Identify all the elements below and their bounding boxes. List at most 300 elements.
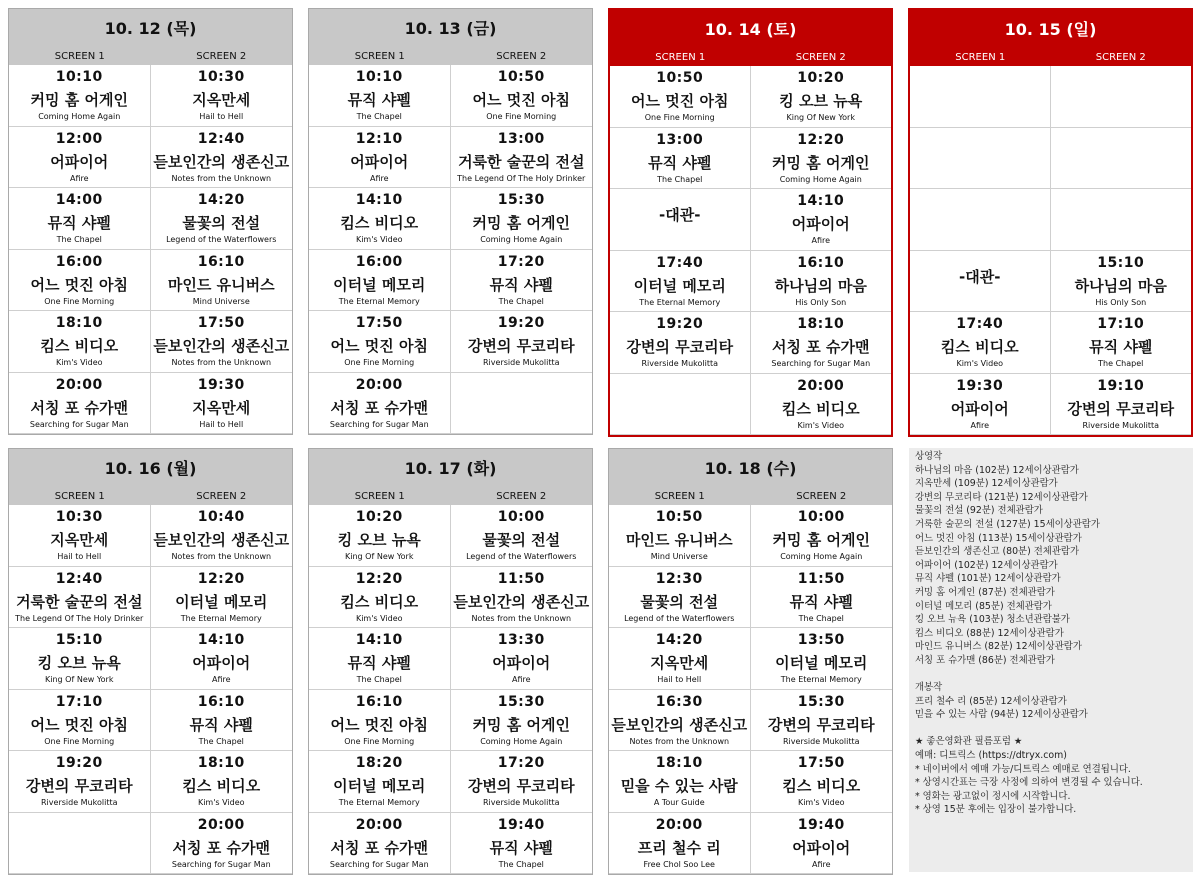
screen-label: SCREEN 1 xyxy=(54,51,105,62)
showtime-time: 16:10 xyxy=(197,693,245,710)
showtime-slot[interactable] xyxy=(609,813,751,875)
movie-title-ko: 킴스 비디오 xyxy=(782,777,861,795)
showtime-slot[interactable] xyxy=(1051,374,1192,436)
showtime-slot[interactable] xyxy=(451,127,593,189)
showtime-slot[interactable] xyxy=(151,751,293,813)
screen-label: SCREEN 1 xyxy=(655,52,706,63)
movie-title-ko: 뮤직 샤펠 xyxy=(1089,338,1153,356)
showtime-slot[interactable] xyxy=(751,66,892,128)
movie-title-en: The Chapel xyxy=(798,613,844,623)
showtime-grid xyxy=(9,505,292,874)
movie-title-ko: 킹 오브 뉴욕 xyxy=(779,92,863,110)
showtime-time: 14:10 xyxy=(197,632,245,648)
showtime-time: 19:20 xyxy=(55,755,103,771)
movie-title-ko: 믿을 수 있는 사람 xyxy=(620,777,738,795)
showtime-slot[interactable] xyxy=(751,312,892,374)
showtime-time: 19:20 xyxy=(497,315,545,331)
day-schedule xyxy=(908,8,1193,437)
movie-title-en: Riverside Mukolitta xyxy=(641,359,718,368)
showtime-time: 10:20 xyxy=(797,70,845,86)
day-date-header: 10. 12 (목) xyxy=(9,9,292,49)
movie-title-ko: 물꽃의 전설 xyxy=(182,214,261,232)
showtime-time: 20:00 xyxy=(55,376,103,393)
showtime-slot xyxy=(910,66,1051,128)
movie-title-en: His Only Son xyxy=(1095,297,1147,307)
showtime-time: 17:40 xyxy=(956,316,1004,332)
movie-title-en: Notes from the Unknown xyxy=(171,358,272,367)
movie-title-en: Coming Home Again xyxy=(480,235,563,244)
movie-title-ko: 뮤직 샤펠 xyxy=(347,91,411,109)
movie-title-ko: 뮤직 샤펠 xyxy=(489,838,553,857)
movie-title-ko: 강변의 무코리타 xyxy=(1067,399,1175,418)
showtime-slot[interactable] xyxy=(9,65,151,127)
showtime-time: 17:20 xyxy=(497,253,545,270)
showtime-slot[interactable] xyxy=(610,251,751,313)
movie-title-ko: 강변의 무코리타 xyxy=(467,777,575,795)
showtime-slot[interactable] xyxy=(9,505,151,567)
movie-title-ko: 뮤직 샤펠 xyxy=(189,715,253,734)
screen-label: SCREEN 2 xyxy=(795,52,846,63)
screen-label: SCREEN 2 xyxy=(196,491,247,502)
movie-title-ko: 듣보인간의 생존신고 xyxy=(153,531,290,549)
showtime-time: 20:00 xyxy=(797,377,845,394)
showtime-time: 20:00 xyxy=(355,376,403,393)
screen-label: SCREEN 1 xyxy=(354,491,405,502)
movie-title-en: Searching for Sugar Man xyxy=(171,859,271,869)
movie-title-en: The Legend Of The Holy Drinker xyxy=(15,613,144,623)
showtime-slot[interactable] xyxy=(451,813,593,875)
movie-title-en: Hail to Hell xyxy=(199,112,244,121)
showtime-time: 13:30 xyxy=(497,632,545,648)
showtime-time: 15:30 xyxy=(497,693,545,710)
screen-header-row xyxy=(910,50,1191,66)
movie-title-ko: 어파이어 xyxy=(350,152,409,171)
info-line: 커밍 홈 어게인 (87분) 전체관람가 xyxy=(915,586,1055,598)
showtime-time: 10:10 xyxy=(55,69,103,85)
showtime-slot[interactable] xyxy=(609,690,751,752)
showtime-slot[interactable] xyxy=(751,690,893,752)
movie-title-ko: 지옥만세 xyxy=(192,91,251,109)
movie-title-en: King Of New York xyxy=(786,113,855,122)
showtime-slot xyxy=(1051,66,1192,128)
movie-title-ko: 커밍 홈 어게인 xyxy=(772,531,870,549)
showtime-time: 11:50 xyxy=(497,570,545,587)
showtime-slot[interactable] xyxy=(751,751,893,813)
showtime-slot[interactable] xyxy=(610,128,751,190)
showtime-slot[interactable] xyxy=(609,567,751,629)
info-line: 믿을 수 있는 사람 (94분) 12세이상관람가 xyxy=(915,709,1088,721)
movie-title-ko: 물꽃의 전설 xyxy=(482,531,561,549)
movie-title-ko: 어느 멋진 아침 xyxy=(472,91,570,109)
showtime-slot[interactable] xyxy=(9,311,151,373)
showtime-time: 10:00 xyxy=(797,509,845,525)
showtime-slot[interactable] xyxy=(151,127,293,189)
movie-title-en: Kim's Video xyxy=(797,798,845,807)
info-line: * 영화는 광고없이 정시에 시작합니다. xyxy=(915,790,1071,802)
movie-title-ko: 지옥만세 xyxy=(192,398,251,417)
movie-title-ko: 킴스 비디오 xyxy=(340,592,419,611)
movie-title-ko: 어느 멋진 아침 xyxy=(330,337,428,355)
info-spacer xyxy=(915,722,1187,736)
showtime-slot[interactable] xyxy=(910,374,1051,436)
movie-title-en: Riverside Mukolitta xyxy=(783,736,860,746)
movie-title-ko: 물꽃의 전설 xyxy=(640,592,719,611)
showtime-time: 14:10 xyxy=(355,632,403,648)
movie-title-ko: 커밍 홈 어게인 xyxy=(472,715,570,734)
showtime-slot[interactable] xyxy=(751,505,893,567)
movie-title-ko: 강변의 무코리타 xyxy=(767,715,875,734)
movie-title-ko: 킴스 비디오 xyxy=(40,337,119,355)
movie-title-en: Afire xyxy=(970,420,990,430)
showtime-slot[interactable] xyxy=(151,250,293,312)
showtime-time: 19:30 xyxy=(197,376,245,393)
movie-title-en: Legend of the Waterflowers xyxy=(466,552,577,561)
showtime-slot[interactable] xyxy=(451,311,593,373)
showtime-time: 14:20 xyxy=(197,192,245,208)
showtime-slot[interactable] xyxy=(1051,251,1192,313)
movie-title-en: The Chapel xyxy=(356,112,402,121)
day-date-header: 10. 13 (금) xyxy=(309,9,592,49)
showtime-time: 18:10 xyxy=(197,755,245,771)
showtime-grid xyxy=(309,65,592,434)
showtime-time: 16:10 xyxy=(355,693,403,710)
showtime-slot[interactable] xyxy=(309,311,451,373)
movie-title-ko: 킴스 비디오 xyxy=(182,777,261,795)
movie-title-ko: 어느 멋진 아침 xyxy=(330,715,428,734)
info-line: 서칭 포 슈가맨 (86분) 전체관람가 xyxy=(915,654,1055,666)
info-line: 예매: 디트릭스 (https://dtryx.com) xyxy=(915,750,1067,762)
showtime-slot[interactable] xyxy=(9,250,151,312)
showtime-slot[interactable] xyxy=(9,567,151,629)
showtime-slot[interactable] xyxy=(309,813,451,875)
info-panel xyxy=(909,448,1193,872)
showtime-time: 16:10 xyxy=(797,254,845,271)
screen-header-row xyxy=(309,489,592,505)
showtime-time: 17:40 xyxy=(656,254,704,271)
showtime-slot[interactable] xyxy=(751,813,893,875)
movie-title-ko: 어느 멋진 아침 xyxy=(30,715,128,734)
movie-title-en: Kim's Video xyxy=(956,359,1004,368)
showtime-slot[interactable] xyxy=(151,65,293,127)
movie-title-en: Kim's Video xyxy=(355,235,403,244)
showtime-slot[interactable] xyxy=(151,311,293,373)
showtime-time: 14:10 xyxy=(797,193,845,209)
movie-title-ko: 킹 오브 뉴욕 xyxy=(337,531,421,549)
showtime-slot[interactable] xyxy=(9,690,151,752)
rental-closed-label: -대관- xyxy=(959,267,1001,286)
showtime-time: 10:50 xyxy=(656,70,704,86)
showtime-slot[interactable] xyxy=(309,250,451,312)
info-line: 뮤직 샤펠 (101분) 12세이상관람가 xyxy=(915,573,1061,585)
movie-title-en: One Fine Morning xyxy=(344,358,415,367)
movie-title-ko: 서칭 포 슈가맨 xyxy=(30,398,128,417)
movie-title-en: One Fine Morning xyxy=(644,113,715,122)
showtime-slot[interactable] xyxy=(451,567,593,629)
day-date-header: 10. 15 (일) xyxy=(910,10,1191,50)
screen-label: SCREEN 2 xyxy=(1095,52,1146,63)
movie-title-ko: 뮤직 샤펠 xyxy=(648,153,712,172)
showtime-slot[interactable] xyxy=(751,189,892,251)
showtime-slot[interactable] xyxy=(751,128,892,190)
showtime-slot[interactable] xyxy=(151,188,293,250)
showtime-slot xyxy=(910,189,1051,251)
day-schedule xyxy=(308,8,593,435)
movie-title-ko: 프리 철수 리 xyxy=(637,838,721,857)
screen-label: SCREEN 2 xyxy=(496,491,547,502)
movie-title-ko: 킹 오브 뉴욕 xyxy=(37,654,121,672)
movie-title-ko: 뮤직 샤펠 xyxy=(489,275,553,294)
showtime-slot[interactable] xyxy=(309,751,451,813)
movie-title-ko: 킴스 비디오 xyxy=(340,214,419,232)
day-date-header: 10. 16 (월) xyxy=(9,449,292,489)
movie-title-ko: 어느 멋진 아침 xyxy=(631,92,729,110)
showtime-time: 14:10 xyxy=(355,192,403,208)
showtime-slot[interactable] xyxy=(309,505,451,567)
info-line: 어파이어 (102분) 12세이상관람가 xyxy=(915,559,1058,571)
screen-label: SCREEN 2 xyxy=(196,51,247,62)
showtime-time: 19:30 xyxy=(956,377,1004,394)
movie-title-ko: 이터널 메모리 xyxy=(333,777,426,795)
movie-title-en: Notes from the Unknown xyxy=(471,613,572,623)
movie-title-en: Afire xyxy=(69,173,89,183)
movie-title-ko: 거룩한 술꾼의 전설 xyxy=(16,592,143,611)
showtime-slot[interactable] xyxy=(751,374,892,436)
screen-header-row xyxy=(609,489,892,505)
movie-title-ko: 듣보인간의 생존신고 xyxy=(153,337,290,355)
movie-title-ko: 서칭 포 슈가맨 xyxy=(330,398,428,417)
showtime-time: 17:50 xyxy=(355,315,403,331)
movie-title-en: Kim's Video xyxy=(55,358,103,367)
movie-title-ko: 어파이어 xyxy=(950,399,1009,418)
showtime-grid xyxy=(910,66,1191,435)
showtime-slot[interactable] xyxy=(751,567,893,629)
movie-title-ko: 어파이어 xyxy=(492,654,551,672)
movie-title-en: Kim's Video xyxy=(797,420,845,430)
day-schedule xyxy=(8,448,293,875)
showtime-slot xyxy=(610,374,751,436)
info-line: 어느 멋진 아침 (113분) 15세이상관람가 xyxy=(915,532,1082,544)
movie-title-en: Riverside Mukolitta xyxy=(1082,420,1159,430)
showtime-time: 19:40 xyxy=(797,816,845,833)
showtime-slot[interactable] xyxy=(451,751,593,813)
showtime-time: 15:10 xyxy=(55,632,103,648)
movie-title-ko: 뮤직 샤펠 xyxy=(789,592,853,611)
movie-title-en: Notes from the Unknown xyxy=(171,173,272,183)
showtime-slot[interactable] xyxy=(1051,312,1192,374)
showtime-slot[interactable] xyxy=(9,127,151,189)
showtime-grid xyxy=(309,505,592,874)
showtime-slot[interactable] xyxy=(151,628,293,690)
showtime-time: 18:10 xyxy=(797,316,845,332)
showtime-slot[interactable] xyxy=(9,188,151,250)
movie-title-en: Riverside Mukolitta xyxy=(483,358,560,367)
movie-title-ko: 듣보인간의 생존신고 xyxy=(611,715,748,734)
movie-title-en: Notes from the Unknown xyxy=(629,736,730,746)
showtime-slot[interactable] xyxy=(451,505,593,567)
movie-title-ko: 하나님의 마음 xyxy=(1074,276,1167,295)
info-line: 킴스 비디오 (88분) 12세이상관람가 xyxy=(915,627,1064,639)
showtime-time: 13:00 xyxy=(656,131,704,148)
showtime-time: 17:50 xyxy=(797,755,845,771)
movie-title-en: Afire xyxy=(811,859,831,869)
showtime-slot[interactable] xyxy=(451,65,593,127)
screen-header-row xyxy=(309,49,592,65)
showtime-slot[interactable] xyxy=(451,250,593,312)
info-line: 마인드 유니버스 (82분) 12세이상관람가 xyxy=(915,641,1082,653)
movie-title-ko: 이터널 메모리 xyxy=(775,654,868,672)
movie-title-en: Searching for Sugar Man xyxy=(329,859,429,869)
movie-title-ko: 커밍 홈 어게인 xyxy=(472,214,570,232)
movie-title-en: Coming Home Again xyxy=(779,174,862,184)
showtime-time: 17:50 xyxy=(197,315,245,331)
showtime-slot[interactable] xyxy=(451,690,593,752)
movie-title-ko: 강변의 무코리타 xyxy=(626,338,734,356)
movie-title-en: Searching for Sugar Man xyxy=(771,359,871,368)
showtime-grid xyxy=(610,66,891,435)
movie-title-en: The Chapel xyxy=(56,235,102,244)
screen-label: SCREEN 1 xyxy=(955,52,1006,63)
info-line: 킹 오브 뉴욕 (103분) 청소년관람불가 xyxy=(915,614,1070,626)
showtime-slot xyxy=(1051,128,1192,190)
showtime-slot[interactable] xyxy=(151,690,293,752)
showtime-slot[interactable] xyxy=(451,628,593,690)
showtime-slot[interactable] xyxy=(151,505,293,567)
showtime-slot[interactable] xyxy=(910,312,1051,374)
movie-title-en: Searching for Sugar Man xyxy=(29,419,129,429)
showtime-slot[interactable] xyxy=(309,690,451,752)
movie-title-en: His Only Son xyxy=(795,297,847,307)
showtime-time: 12:40 xyxy=(197,130,245,147)
showtime-time: 10:50 xyxy=(655,509,703,525)
showtime-slot[interactable] xyxy=(9,751,151,813)
screen-label: SCREEN 1 xyxy=(354,51,405,62)
showtime-slot[interactable] xyxy=(451,188,593,250)
movie-title-ko: 서칭 포 슈가맨 xyxy=(172,838,270,857)
showtime-time: 10:40 xyxy=(197,509,245,525)
movie-title-ko: 어느 멋진 아침 xyxy=(30,275,128,294)
day-schedule xyxy=(308,448,593,875)
movie-title-ko: 커밍 홈 어게인 xyxy=(772,153,870,172)
showtime-slot[interactable] xyxy=(151,373,293,435)
movie-title-en: The Eternal Memory xyxy=(780,675,862,684)
movie-title-en: One Fine Morning xyxy=(44,736,115,746)
screen-header-row xyxy=(9,489,292,505)
showtime-grid xyxy=(609,505,892,874)
info-line: 지옥만세 (109분) 12세이상관람가 xyxy=(915,478,1058,490)
showtime-time: 18:10 xyxy=(655,755,703,771)
showtime-slot[interactable] xyxy=(9,628,151,690)
movie-title-en: King Of New York xyxy=(45,675,114,684)
movie-title-en: Afire xyxy=(211,675,231,684)
day-date-header: 10. 14 (토) xyxy=(610,10,891,50)
showtime-slot[interactable] xyxy=(309,373,451,435)
showtime-time: 12:20 xyxy=(355,570,403,587)
movie-title-en: Afire xyxy=(369,173,389,183)
showtime-slot xyxy=(910,128,1051,190)
showtime-time: 10:00 xyxy=(497,509,545,525)
movie-title-ko: 이터널 메모리 xyxy=(333,275,426,294)
showtime-slot[interactable] xyxy=(751,628,893,690)
showtime-slot[interactable] xyxy=(309,628,451,690)
day-date-header: 10. 17 (화) xyxy=(309,449,592,489)
movie-title-en: Mind Universe xyxy=(192,296,250,306)
showtime-time: 12:40 xyxy=(55,570,103,587)
movie-title-ko: 어파이어 xyxy=(792,838,851,857)
showtime-slot[interactable] xyxy=(151,567,293,629)
movie-title-ko: 마인드 유니버스 xyxy=(625,531,733,549)
movie-title-en: Afire xyxy=(811,236,831,245)
movie-title-ko: 하나님의 마음 xyxy=(774,276,867,295)
showtime-slot[interactable] xyxy=(609,628,751,690)
showtime-slot[interactable] xyxy=(610,312,751,374)
movie-title-en: The Chapel xyxy=(1098,359,1144,368)
screen-header-row xyxy=(9,49,292,65)
showtime-slot[interactable] xyxy=(309,188,451,250)
info-line: 물꽃의 전설 (92분) 전체관람가 xyxy=(915,505,1043,517)
showtime-slot[interactable] xyxy=(609,751,751,813)
showtime-time: 10:30 xyxy=(55,509,103,525)
showtime-time: 15:30 xyxy=(497,192,545,208)
movie-title-en: The Eternal Memory xyxy=(338,798,420,807)
movie-title-en: The Legend Of The Holy Drinker xyxy=(457,173,586,183)
showtime-time: 12:10 xyxy=(355,130,403,147)
movie-title-en: Kim's Video xyxy=(355,613,403,623)
showtime-slot[interactable] xyxy=(609,505,751,567)
movie-title-en: Notes from the Unknown xyxy=(171,552,272,561)
movie-title-en: Hail to Hell xyxy=(57,552,102,561)
showtime-slot[interactable] xyxy=(309,567,451,629)
movie-title-en: The Chapel xyxy=(356,675,402,684)
showtime-slot xyxy=(910,251,1051,313)
movie-title-en: One Fine Morning xyxy=(344,736,415,746)
showtime-time: 15:30 xyxy=(797,693,845,710)
showtime-slot xyxy=(1051,189,1192,251)
day-schedule xyxy=(8,8,293,435)
showtime-time: 16:10 xyxy=(197,253,245,270)
showtime-slot[interactable] xyxy=(610,66,751,128)
movie-title-ko: 뮤직 샤펠 xyxy=(47,214,111,232)
day-schedule xyxy=(608,8,893,437)
screen-label: SCREEN 2 xyxy=(796,491,847,502)
info-line: * 상영시간표는 극장 사정에 의하여 변경될 수 있습니다. xyxy=(915,777,1143,789)
showtime-slot[interactable] xyxy=(309,127,451,189)
showtime-grid xyxy=(9,65,292,434)
showtime-slot xyxy=(9,813,151,875)
showtime-slot[interactable] xyxy=(151,813,293,875)
movie-title-ko: 뮤직 샤펠 xyxy=(347,654,411,672)
showtime-slot[interactable] xyxy=(9,373,151,435)
screen-label: SCREEN 2 xyxy=(496,51,547,62)
info-line: ★ 좋은영화관 필름포럼 ★ xyxy=(915,736,1023,748)
showtime-time: 16:30 xyxy=(655,693,703,710)
movie-title-en: The Chapel xyxy=(498,296,544,306)
showtime-slot[interactable] xyxy=(751,251,892,313)
info-line: 상영작 xyxy=(915,451,943,462)
movie-title-ko: 듣보인간의 생존신고 xyxy=(453,592,590,611)
movie-title-en: Hail to Hell xyxy=(199,419,244,429)
movie-title-en: Searching for Sugar Man xyxy=(329,419,429,429)
movie-title-ko: 지옥만세 xyxy=(650,654,709,672)
showtime-slot[interactable] xyxy=(309,65,451,127)
showtime-time: 10:50 xyxy=(497,69,545,85)
movie-title-en: The Chapel xyxy=(198,736,244,746)
day-date-header: 10. 18 (수) xyxy=(609,449,892,489)
showtime-time: 18:10 xyxy=(55,315,103,331)
movie-title-en: The Chapel xyxy=(498,859,544,869)
showtime-slot xyxy=(451,373,593,435)
showtime-time: 12:20 xyxy=(797,131,845,148)
info-line: 거룩한 술꾼의 전설 (127분) 15세이상관람가 xyxy=(915,518,1100,530)
